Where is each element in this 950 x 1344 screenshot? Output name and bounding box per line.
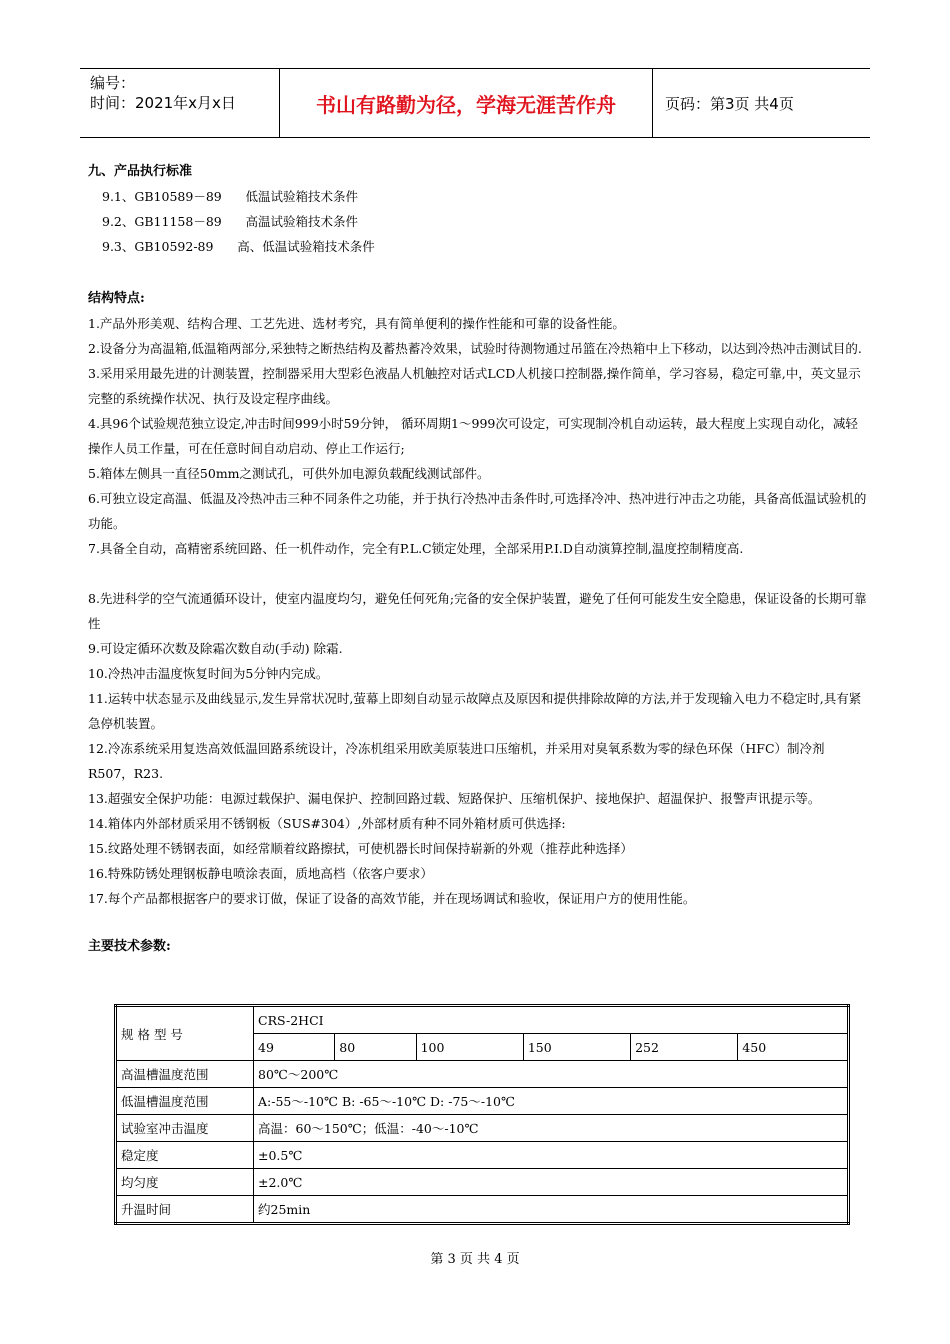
param-value: 约25min	[254, 1196, 849, 1224]
feature-item: 5.箱体左侧具一直径50mm之测试孔，可供外加电源负载配线测试部件。	[88, 466, 490, 481]
param-value: ±2.0℃	[254, 1169, 849, 1196]
param-value: ±0.5℃	[254, 1142, 849, 1169]
param-label: 均匀度	[116, 1169, 254, 1196]
header-meta	[80, 69, 280, 137]
model-size: 150	[523, 1034, 630, 1061]
page-footer: 第 3 页 共 4 页	[430, 1252, 520, 1267]
model-size: 100	[416, 1034, 523, 1061]
header-motto: 书山有路勤为径，学海无涯苦作舟	[280, 69, 653, 137]
feature-item: 11.运转中状态显示及曲线显示,发生异常状况时,萤幕上即刻自动显示故障点及原因和提供排除故障的方法,并于发现输入电力不稳定时,具有紧急停机装置。	[88, 691, 862, 731]
table-row	[116, 1115, 849, 1142]
feature-item: 10.冷热冲击温度恢复时间为5分钟内完成。	[88, 666, 329, 681]
param-label: 稳定度	[116, 1142, 254, 1169]
feature-item: 7.具备全自动，高精密系统回路、任一机件动作，完全有P.L.C锁定处理，全部采用P.I.D自动演算控制,温度控制精度高.	[88, 541, 744, 556]
model-size: 450	[738, 1034, 849, 1061]
standard-item: 9.2、GB11158－89 高温试验箱技术条件	[102, 214, 359, 229]
model-size: 80	[335, 1034, 416, 1061]
param-value: A:-55～-10℃ B: -65～-10℃ D: -75～-10℃	[254, 1088, 849, 1115]
feature-item: 4.具96个试验规范独立设定,冲击时间999小时59分钟， 循环周期1～999次可设定，可实现制冷机自动运转，最大程度上实现自动化，减轻操作人员工作量，可在任意时间自动启动、停止工作运行;	[88, 416, 858, 456]
feature-item: 16.特殊防锈处理钢板静电喷涂表面，质地高档（依客户要求）	[88, 866, 433, 881]
feature-item: 13.超强安全保护功能：电源过载保护、漏电保护、控制回路过载、短路保护、压缩机保护、接地保护、超温保护、报警声讯提示等。	[88, 791, 821, 806]
table-row	[116, 1142, 849, 1169]
doc-number-label: 编号：	[90, 74, 136, 92]
param-value: 高温：60～150℃；低温：-40～-10℃	[254, 1115, 849, 1142]
feature-item: 9.可设定循环次数及除霜次数自动(手动) 除霜.	[88, 641, 343, 656]
model-size: 49	[254, 1034, 335, 1061]
doc-date-label: 时间：2021年x月x日	[90, 94, 236, 112]
param-label: 升温时间	[116, 1196, 254, 1224]
standard-item: 9.1、GB10589－89 低温试验箱技术条件	[102, 189, 359, 204]
model-label: 规 格 型 号	[116, 1006, 254, 1061]
table-row	[116, 1088, 849, 1115]
feature-item: 2.设备分为高温箱,低温箱两部分,采独特之断热结构及蓄热蓄冷效果，试验时待测物通过吊篮在冷热箱中上下移动，以达到冷热冲击测试目的.	[88, 341, 862, 356]
table-row	[116, 1169, 849, 1196]
features-title: 结构特点:	[88, 291, 145, 306]
header-page-number: 页码：第3页 共4页	[665, 94, 794, 113]
page-header	[80, 68, 870, 138]
standard-item: 9.3、GB10592-89 高、低温试验箱技术条件	[102, 239, 375, 254]
feature-item: 12.冷冻系统采用复迭高效低温回路系统设计，冷冻机组采用欧美原装进口压缩机，并采用对臭氧系数为零的绿色环保（HFC）制冷剂R507，R23.	[88, 741, 825, 781]
standards-title: 九、产品执行标准	[88, 164, 193, 179]
spec-table	[114, 1004, 850, 1225]
feature-item: 17.每个产品都根据客户的要求订做，保证了设备的高效节能，并在现场调试和验收，保证用户方的使用性能。	[88, 891, 696, 906]
feature-item: 8.先进科学的空气流通循环设计，使室内温度均匀，避免任何死角;完备的安全保护装置，避免了任何可能发生安全隐患，保证设备的长期可靠性	[88, 591, 867, 631]
model-name: CRS-2HCI	[254, 1006, 849, 1034]
model-size: 252	[631, 1034, 738, 1061]
feature-item: 15.纹路处理不锈钢表面，如经常顺着纹路擦拭，可使机器长时间保持崭新的外观（推荐此种选择）	[88, 841, 633, 856]
feature-item: 1.产品外形美观、结构合理、工艺先进、选材考究，具有简单便利的操作性能和可靠的设备性能。	[88, 316, 625, 331]
feature-item: 6.可独立设定高温、低温及冷热冲击三种不同条件之功能，并于执行冷热冲击条件时,可选择冷冲、热冲进行冲击之功能，具备高低温试验机的功能。	[88, 491, 867, 531]
table-row	[116, 1196, 849, 1224]
table-row	[116, 1006, 849, 1034]
document-body	[88, 160, 868, 959]
table-row	[116, 1061, 849, 1088]
param-label: 低温槽温度范围	[116, 1088, 254, 1115]
param-label: 试验室冲击温度	[116, 1115, 254, 1142]
feature-item: 14.箱体内外部材质采用不锈钢板（SUS#304）,外部材质有种不同外箱材质可供选择:	[88, 816, 566, 831]
feature-item: 3.采用采用最先进的计测装置，控制器采用大型彩色液晶人机触控对话式LCD人机接口控制器,操作简单，学习容易，稳定可靠,中，英文显示完整的系统操作状况、执行及设定程序曲线。	[88, 366, 861, 406]
params-title: 主要技术参数:	[88, 939, 171, 954]
param-value: 80℃～200℃	[254, 1061, 849, 1088]
param-label: 高温槽温度范围	[116, 1061, 254, 1088]
